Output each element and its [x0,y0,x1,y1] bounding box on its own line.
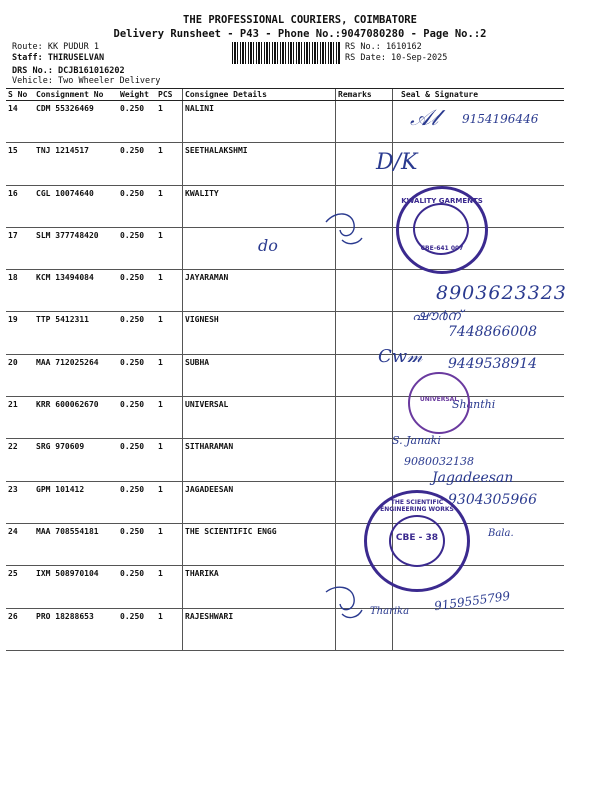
row-weight: 0.250 [118,397,156,439]
row-consignment: KRR 600062670 [34,397,118,439]
row-pcs: 1 [156,608,183,650]
row-weight: 0.250 [118,101,156,143]
remark-mark-16 [322,200,366,250]
table-row [6,608,564,650]
table-row [6,523,564,565]
signature-14: 𝒜𝓁 [410,106,439,131]
row-consignment: CDM 55326469 [34,101,118,143]
row-consignee: SEETHALAKSHMI [183,143,336,185]
row-consignment: CGL 10074640 [34,185,118,227]
table-row [6,354,564,396]
row-weight: 0.250 [118,439,156,481]
col-remarks: Remarks [336,89,393,101]
row-pcs: 1 [156,566,183,608]
stamp-universal: UNIVERSAL [408,372,470,434]
phone-22: 9080032138 [404,455,474,468]
dk-note: D/K [376,150,418,175]
drs-label: DRS No.: DCJB161016202 [12,66,125,76]
row-remarks [336,439,393,481]
col-consignee: Consignee Details [183,89,336,101]
row-consignee: UNIVERSAL [183,397,336,439]
staff-label: Staff: THIRUSELVAN [12,53,105,63]
row-weight: 0.250 [118,227,156,269]
row-weight: 0.250 [118,481,156,523]
row-pcs: 1 [156,101,183,143]
row-consignee: THE SCIENTIFIC ENGG [183,523,336,565]
row-pcs: 1 [156,270,183,312]
row-consignee: NALINI [183,101,336,143]
table-row [6,312,564,354]
row-remarks [336,143,393,185]
row-consignee: SUBHA [183,354,336,396]
row-weight: 0.250 [118,523,156,565]
row-pcs: 1 [156,481,183,523]
row-pcs: 1 [156,354,183,396]
col-weight: Weight [118,89,156,101]
row-pcs: 1 [156,143,183,185]
row-pcs: 1 [156,439,183,481]
row-sno: 15 [6,143,34,185]
row-consignment: KCM 13494084 [34,270,118,312]
row-consignment: SRG 970609 [34,439,118,481]
row-consignment: IXM 508970104 [34,566,118,608]
row-consignee: JAYARAMAN [183,270,336,312]
phone-14: 9154196446 [462,112,539,126]
row-consignee: SITHARAMAN [183,439,336,481]
row-sno: 19 [6,312,34,354]
col-pcs: PCS [156,89,183,101]
phone-19: 7448866008 [448,324,538,340]
col-seal: Seal & Signature [393,89,565,101]
signature-21: Shanthi [452,398,496,411]
row-consignee: KWALITY [183,185,336,227]
row-consignment: TTP 5412311 [34,312,118,354]
row-weight: 0.250 [118,566,156,608]
phone-23: 9304305966 [448,492,538,508]
row-sno: 16 [6,185,34,227]
table-header-row [6,89,564,101]
row-consignee: VIGNESH [183,312,336,354]
signature-24: Bala. [488,528,514,539]
row-weight: 0.250 [118,312,156,354]
row-seal [393,608,565,650]
row-pcs: 1 [156,185,183,227]
row-remarks [336,397,393,439]
row-consignment: TNJ 1214517 [34,143,118,185]
row-consignment: MAA 708554181 [34,523,118,565]
table-row [6,481,564,523]
rs-number: RS No.: 1610162 [345,42,422,52]
row-consignee: JAGADEESAN [183,481,336,523]
row-consignment: SLM 377748420 [34,227,118,269]
row-weight: 0.250 [118,143,156,185]
row-seal [393,101,565,143]
col-sno: S No [6,89,34,101]
row-seal [393,312,565,354]
row-consignee [183,227,336,269]
row-remarks [336,101,393,143]
row-sno: 23 [6,481,34,523]
signature-23: Jagadeesan [432,470,514,486]
row-sno: 18 [6,270,34,312]
row-sno: 21 [6,397,34,439]
barcode [232,42,340,64]
row-sno: 20 [6,354,34,396]
row-consignment: MAA 712025264 [34,354,118,396]
signature-25: Tharika [370,606,410,617]
phone-18: 8903623323 [436,282,567,304]
row-weight: 0.250 [118,354,156,396]
row-consignment: PRO 18288653 [34,608,118,650]
runsheet-table [6,88,564,651]
table-row [6,143,564,185]
row-weight: 0.250 [118,185,156,227]
row-consignment: GPM 101412 [34,481,118,523]
signature-22: S. Janaki [392,434,441,447]
row-sno: 22 [6,439,34,481]
rs-date: RS Date: 10-Sep-2025 [345,53,448,63]
row-pcs: 1 [156,227,183,269]
vehicle-label: Vehicle: Two Wheeler Delivery [12,76,161,86]
ditto-mark: do [258,236,278,255]
row-consignee: THARIKA [183,566,336,608]
row-sno: 25 [6,566,34,608]
signature-20: Cw𝓂 [378,346,423,367]
route-label: Route: KK PUDUR 1 [12,42,99,52]
remark-mark-26 [322,580,366,630]
row-consignee: RAJESHWARI [183,608,336,650]
row-seal [393,270,565,312]
runsheet-title: Delivery Runsheet - P43 - Phone No.:9047080280 - Page No.:2 [113,28,487,40]
phone-20: 9449538914 [448,356,538,372]
table-row [6,101,564,143]
stamp-scientific: THE SCIENTIFIC ENGINEERING WORKS CBE - 38 [364,490,470,592]
col-consignment: Consignment No [34,89,118,101]
row-remarks [336,312,393,354]
company-title: THE PROFESSIONAL COURIERS, COIMBATORE [183,14,417,26]
row-remarks [336,270,393,312]
row-weight: 0.250 [118,270,156,312]
row-pcs: 1 [156,312,183,354]
phone-26: 9159555799 [433,588,511,614]
table-row [6,270,564,312]
table-row [6,439,564,481]
row-pcs: 1 [156,397,183,439]
row-sno: 26 [6,608,34,650]
signature-19: ഷൗ൪ന് [412,308,462,324]
table-row [6,566,564,608]
row-seal [393,439,565,481]
row-sno: 24 [6,523,34,565]
row-sno: 14 [6,101,34,143]
row-remarks [336,354,393,396]
stamp-kwality: KWALITY GARMENTS CBE-641 007 [396,186,488,274]
row-sno: 17 [6,227,34,269]
row-weight: 0.250 [118,608,156,650]
row-pcs: 1 [156,523,183,565]
row-seal [393,143,565,185]
table-row [6,397,564,439]
